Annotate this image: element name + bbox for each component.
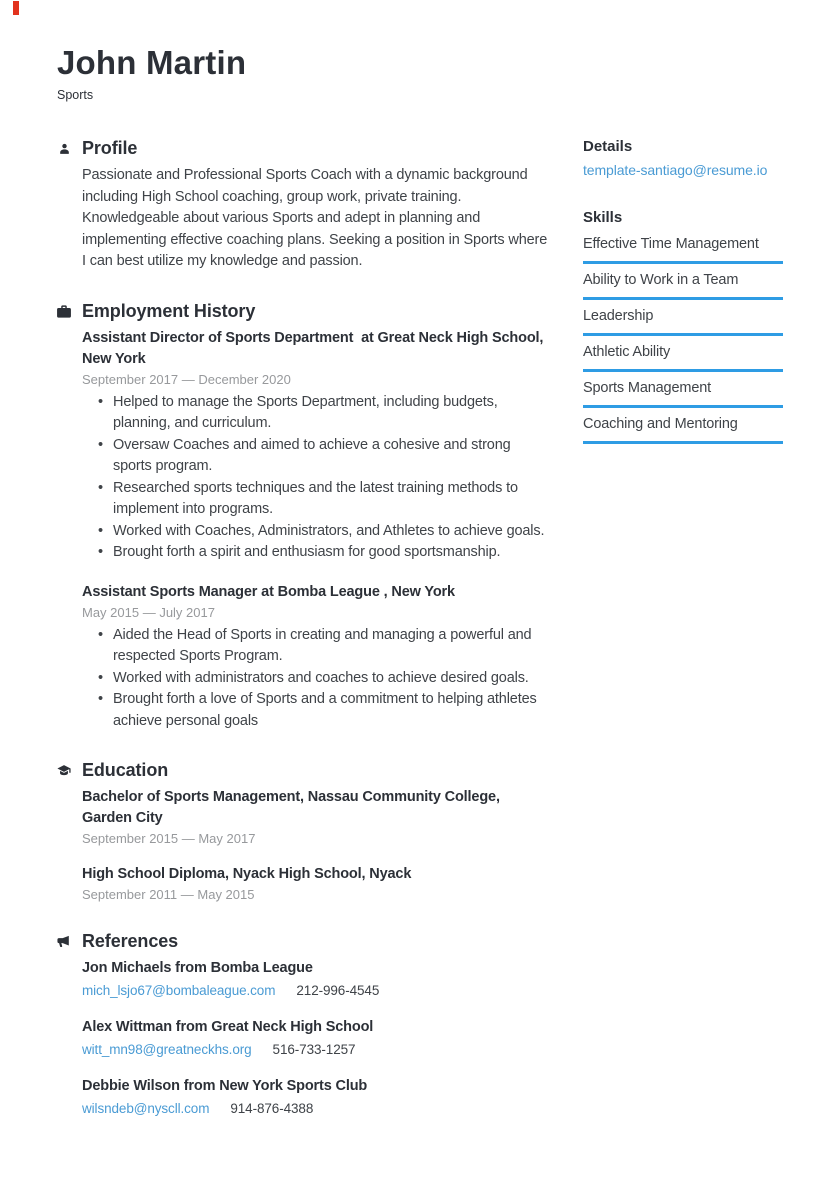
education-entry (82, 864, 549, 903)
education-entry (82, 787, 549, 847)
reference-email-link[interactable]: witt_mn98@greatneckhs.org (82, 1042, 252, 1057)
job-bullet: • Helped to manage the Sports Department, including budgets, planning, and curriculum. (113, 392, 549, 435)
reference-name: Alex Wittman from Great Neck High School (82, 1019, 374, 1035)
references-section (57, 930, 549, 1117)
megaphone-icon (57, 934, 71, 949)
graduation-cap-icon (57, 763, 71, 778)
references-section-title: References (82, 931, 179, 951)
education-section-header (57, 759, 549, 782)
reference-phone: 914-876-4388 (230, 1101, 314, 1116)
reference-entry (82, 1017, 549, 1058)
education-section-title: Education (82, 760, 169, 780)
education-dates: September 2015 — May 2017 (82, 831, 256, 846)
reference-phone: 212-996-4545 (296, 983, 380, 998)
skill-item: Coaching and Mentoring (583, 408, 783, 444)
reference-email-link[interactable]: wilsndeb@nyscll.com (82, 1101, 210, 1116)
reference-name: Jon Michaels from Bomba League (82, 960, 313, 976)
education-title: Bachelor of Sports Management, Nassau Community College, Garden City (82, 789, 504, 826)
job-dates: September 2017 — December 2020 (82, 371, 291, 387)
employment-section-title: Employment History (82, 300, 256, 321)
job-title: Assistant Sports Manager at Bomba League , New York (82, 583, 455, 600)
education-section (57, 759, 549, 903)
job-bullet: • Brought forth a spirit and enthusiasm for good sportsmanship. (113, 542, 549, 564)
skill-item: Athletic Ability (583, 336, 783, 372)
skill-item: Sports Management (583, 372, 783, 408)
skills-list (583, 228, 783, 444)
job-bullet: • Worked with Coaches, Administrators, and Athletes to achieve goals. (113, 521, 549, 543)
job-bullet: • Oversaw Coaches and aimed to achieve a cohesive and strong sports program. (113, 435, 549, 478)
resume-header (57, 44, 783, 103)
employment-section-header (57, 300, 549, 323)
skills-block (583, 208, 783, 444)
reference-contact (82, 1041, 549, 1058)
person-icon (57, 141, 71, 156)
education-title: High School Diploma, Nyack High School, Nyack (82, 866, 412, 882)
reference-entry (82, 958, 549, 999)
job-title: Assistant Director of Sports Department at Great Neck High School, New York (82, 329, 548, 367)
main-column (57, 137, 549, 1144)
details-heading: Details (583, 138, 633, 155)
job-bullet-list (82, 392, 549, 564)
profile-section-title: Profile (82, 138, 138, 158)
job-bullet-list (82, 625, 549, 733)
education-dates: September 2011 — May 2015 (82, 887, 255, 902)
skill-item: Ability to Work in a Team (583, 264, 783, 300)
sidebar-column (583, 137, 783, 1144)
job-entry (82, 582, 549, 733)
details-block (583, 137, 783, 180)
briefcase-icon (57, 304, 71, 319)
skill-item: Leadership (583, 300, 783, 336)
job-entry (82, 328, 549, 564)
profile-text: Passionate and Professional Sports Coach with a dynamic background including High School coaching, group work, private training. Knowledgeable about various Sports and adept in planning and implementing effective coaching plans. Seeking a position in Sports where I can best utilize my knowledge and passion. (82, 167, 548, 269)
job-bullet: • Worked with administrators and coaches to achieve desired goals. (113, 668, 549, 690)
employment-section (57, 300, 549, 733)
job-bullet: • Aided the Head of Sports in creating and managing a powerful and respected Sports Program. (113, 625, 549, 668)
content-columns (57, 137, 783, 1144)
skills-heading: Skills (583, 209, 623, 226)
reference-email-link[interactable]: mich_lsjo67@bombaleague.com (82, 983, 276, 998)
candidate-name: John Martin (57, 44, 247, 81)
reference-entry (82, 1076, 549, 1117)
red-marker (13, 1, 19, 15)
reference-contact (82, 1100, 549, 1117)
references-section-header (57, 930, 549, 953)
profile-section-header (57, 137, 549, 160)
reference-contact (82, 982, 549, 999)
profile-section (57, 137, 549, 273)
reference-name: Debbie Wilson from New York Sports Club (82, 1078, 368, 1094)
candidate-role: Sports (57, 88, 94, 102)
job-bullet: • Researched sports techniques and the latest training methods to implement into programs. (113, 478, 549, 521)
job-dates: May 2015 — July 2017 (82, 604, 215, 620)
reference-phone: 516-733-1257 (272, 1042, 356, 1057)
skill-item: Effective Time Management (583, 228, 783, 264)
contact-email-link[interactable]: template-santiago@resume.io (583, 162, 768, 178)
job-bullet: • Brought forth a love of Sports and a commitment to helping athletes achieve personal goals (113, 689, 549, 732)
